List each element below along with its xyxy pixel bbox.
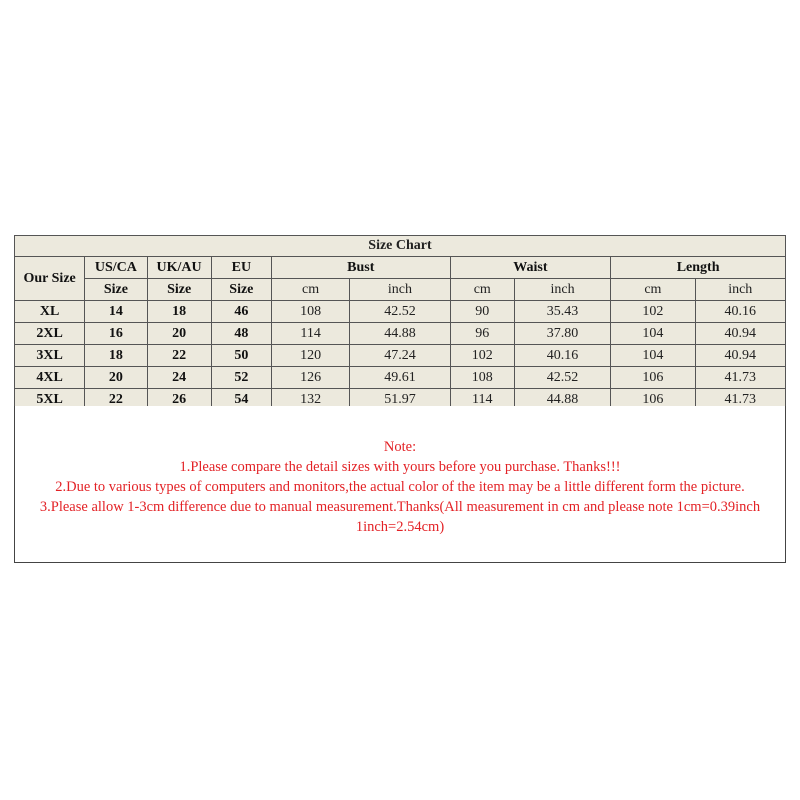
cell-waist-inch: 40.16	[514, 345, 610, 367]
subheader-inch: inch	[695, 279, 785, 301]
cell-our-size: 5XL	[15, 389, 85, 411]
cell-waist-inch: 35.43	[514, 301, 610, 323]
cell-waist-cm: 102	[450, 345, 514, 367]
cell-length-inch: 40.94	[695, 345, 785, 367]
cell-waist-cm: 90	[450, 301, 514, 323]
cell-eu: 48	[211, 323, 271, 345]
cell-bust-cm: 108	[271, 301, 349, 323]
notes-box	[14, 406, 786, 563]
cell-our-size: 2XL	[15, 323, 85, 345]
cell-bust-cm: 120	[271, 345, 349, 367]
cell-us-ca: 16	[85, 323, 147, 345]
header-our-size: Our Size	[15, 257, 85, 301]
cell-us-ca: 20	[85, 367, 147, 389]
subheader-size: Size	[85, 279, 147, 301]
size-chart-table	[14, 235, 786, 411]
cell-bust-cm: 132	[271, 389, 349, 411]
cell-eu: 46	[211, 301, 271, 323]
cell-uk-au: 18	[147, 301, 211, 323]
notes-heading: Note:	[383, 439, 417, 455]
cell-waist-cm: 108	[450, 367, 514, 389]
cell-eu: 54	[211, 389, 271, 411]
cell-eu: 50	[211, 345, 271, 367]
cell-bust-cm: 114	[271, 323, 349, 345]
header-bust: Bust	[271, 257, 450, 279]
header-uk-au: UK/AU	[147, 257, 211, 279]
cell-bust-inch: 47.24	[350, 345, 450, 367]
cell-us-ca: 18	[85, 345, 147, 367]
cell-uk-au: 24	[147, 367, 211, 389]
cell-length-inch: 40.94	[695, 323, 785, 345]
cell-waist-cm: 96	[450, 323, 514, 345]
cell-our-size: 3XL	[15, 345, 85, 367]
subheader-cm: cm	[271, 279, 349, 301]
cell-waist-cm: 114	[450, 389, 514, 411]
cell-length-cm: 104	[611, 323, 695, 345]
subheader-size: Size	[211, 279, 271, 301]
subheader-size: Size	[147, 279, 211, 301]
table-row	[15, 367, 786, 389]
cell-uk-au: 26	[147, 389, 211, 411]
cell-length-inch: 41.73	[695, 367, 785, 389]
table-row	[15, 301, 786, 323]
cell-waist-inch: 42.52	[514, 367, 610, 389]
cell-bust-inch: 44.88	[350, 323, 450, 345]
cell-length-cm: 102	[611, 301, 695, 323]
cell-waist-inch: 44.88	[514, 389, 610, 411]
cell-our-size: 4XL	[15, 367, 85, 389]
table-row	[15, 323, 786, 345]
subheader-cm: cm	[611, 279, 695, 301]
note-line-3-continued: 1inch=2.54cm)	[355, 519, 445, 535]
cell-our-size: XL	[15, 301, 85, 323]
note-line-3: 3.Please allow 1-3cm difference due to manual measurement.Thanks(All measurement in cm and please note 1cm=0.39inch	[39, 499, 761, 515]
cell-bust-inch: 51.97	[350, 389, 450, 411]
cell-bust-inch: 49.61	[350, 367, 450, 389]
size-chart	[14, 235, 786, 411]
header-length: Length	[611, 257, 786, 279]
cell-length-cm: 104	[611, 345, 695, 367]
subheader-inch: inch	[350, 279, 450, 301]
cell-length-inch: 40.16	[695, 301, 785, 323]
cell-length-cm: 106	[611, 389, 695, 411]
cell-bust-cm: 126	[271, 367, 349, 389]
note-line-2: 2.Due to various types of computers and monitors,the actual color of the item may be a little different form the picture.	[55, 479, 745, 495]
cell-eu: 52	[211, 367, 271, 389]
cell-bust-inch: 42.52	[350, 301, 450, 323]
cell-uk-au: 22	[147, 345, 211, 367]
cell-waist-inch: 37.80	[514, 323, 610, 345]
header-us-ca: US/CA	[85, 257, 147, 279]
header-eu: EU	[211, 257, 271, 279]
cell-length-inch: 41.73	[695, 389, 785, 411]
cell-us-ca: 22	[85, 389, 147, 411]
subheader-inch: inch	[514, 279, 610, 301]
cell-length-cm: 106	[611, 367, 695, 389]
cell-uk-au: 20	[147, 323, 211, 345]
cell-us-ca: 14	[85, 301, 147, 323]
chart-title: Size Chart	[15, 236, 786, 257]
note-line-1: 1.Please compare the detail sizes with yours before you purchase. Thanks!!!	[179, 459, 621, 475]
subheader-cm: cm	[450, 279, 514, 301]
table-row	[15, 345, 786, 367]
header-waist: Waist	[450, 257, 611, 279]
